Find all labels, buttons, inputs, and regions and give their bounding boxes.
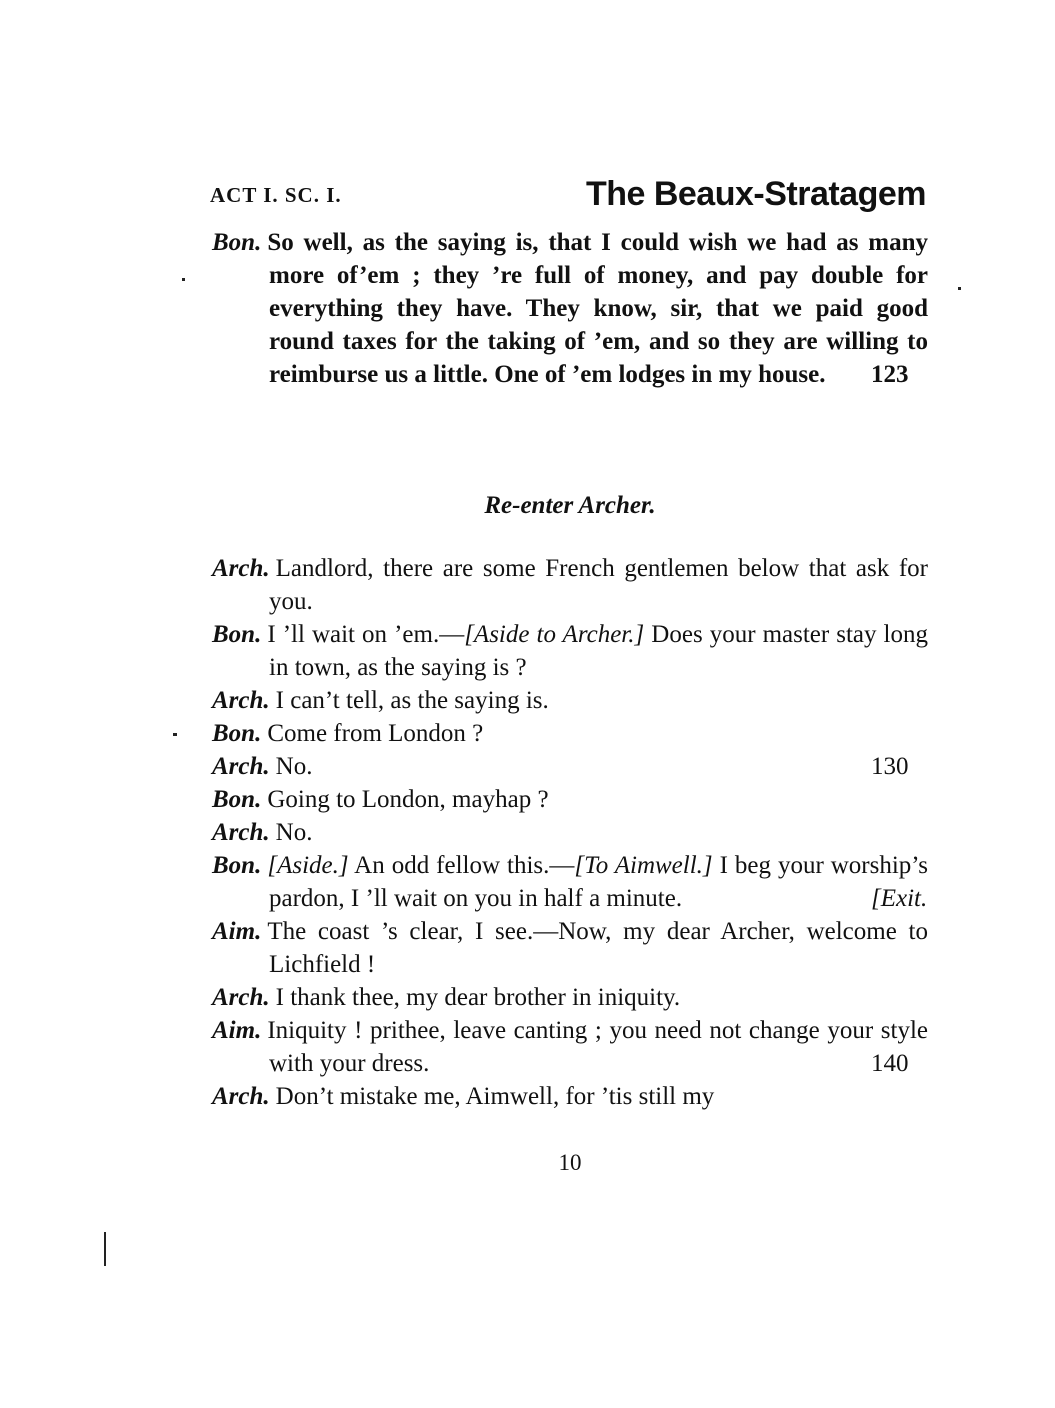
speech: Bon. So well, as the saying is, that I could wish we had as many more of’em ; they ’re full of money, and pay double for everything they have. They know, sir, that we paid good round taxes for the taking of ’em, and so they are willing to reimburse us a little. One of ’em lodges in my house. 123 [212, 229, 928, 388]
speaker-name: Arch. [212, 1083, 270, 1110]
speaker-name: Bon. [212, 621, 262, 648]
speech [212, 684, 928, 717]
speech [212, 981, 928, 1014]
speech-block-bon [212, 226, 928, 391]
speech-text: I can’t tell, as the saying is. [275, 687, 549, 714]
stage-direction: [Aside to Archer.] [464, 621, 645, 648]
stage-direction-entry: Re-enter Archer. [484, 492, 656, 519]
speech-text: I beg your worship’s pardon, I ’ll wait on you in half a minute. [269, 852, 928, 912]
speech-text: No. [275, 753, 313, 780]
speech-text: Don’t mistake me, Aimwell, for ’tis still my [275, 1083, 715, 1110]
speck-mark [173, 733, 177, 736]
speaker-name: Bon. [212, 229, 262, 256]
speech [212, 783, 928, 816]
speech [212, 816, 928, 849]
running-header [210, 168, 926, 216]
speech-text: Iniquity ! prithee, leave canting ; you need not change your style with your dress. [267, 1017, 928, 1077]
speech: Arch. No. 130 [212, 753, 909, 780]
speech-text: Come from London ? [267, 720, 484, 747]
speech: Aim. Iniquity ! prithee, leave canting ; you need not change your style with your dress. 140 [212, 1017, 928, 1077]
speech [212, 915, 928, 981]
speech-text: An odd fellow this.— [348, 852, 575, 879]
speaker-name: Aim. [212, 918, 262, 945]
speech-text: I thank thee, my dear brother in iniquity. [275, 984, 681, 1011]
speech [212, 1080, 928, 1113]
speaker-name: Arch. [212, 819, 270, 846]
speech [212, 552, 928, 618]
speech-text: So well, as the saying is, that I could wish we had as many more of’em ; they ’re full of money, and pay double for everything they have. They know, sir, that we paid good round taxes for the taking of ’em, and so they are willing to reimburse us a little. One of ’em lodges in my house. [267, 229, 928, 388]
speaker-name: Bon. [212, 852, 262, 879]
speaker-name: Aim. [212, 1017, 262, 1044]
speaker-name: Arch. [212, 753, 270, 780]
speech [212, 618, 928, 684]
stage-direction: [Aside.] [267, 852, 349, 879]
speech-text: Landlord, there are some French gentlemen below that ask for you. [269, 555, 928, 615]
speaker-name: Arch. [212, 555, 270, 582]
play-title: The Beaux-Stratagem [585, 175, 926, 213]
speaker-name: Arch. [212, 984, 270, 1011]
speech [212, 717, 928, 750]
speaker-name: Arch. [212, 687, 270, 714]
page-number: 10 [558, 1150, 582, 1175]
act-scene-label: ACT I. SC. I. [210, 183, 342, 207]
speech-text: The coast ’s clear, I see.—Now, my dear Archer, welcome to Lichfield ! [267, 918, 928, 978]
stage-direction: [To Aimwell.] [574, 852, 713, 879]
margin-mark [104, 1232, 106, 1266]
speaker-name: Bon. [212, 786, 262, 813]
speech-text: I ’ll wait on ’em.— [267, 621, 465, 648]
speech-text: Going to London, mayhap ? [267, 786, 549, 813]
speech: Bon. [Aside.] An odd fellow this.—[To Aimwell.] I beg your worship’s pardon, I ’ll wait on you in half a minute. [Exit. [212, 852, 928, 912]
dialogue [212, 552, 928, 1113]
speaker-name: Bon. [212, 720, 262, 747]
speech-text: No. [275, 819, 313, 846]
speech-text: Does your master stay long in town, as the saying is ? [269, 621, 929, 681]
speck-mark [958, 287, 961, 290]
speck-mark [182, 278, 185, 281]
